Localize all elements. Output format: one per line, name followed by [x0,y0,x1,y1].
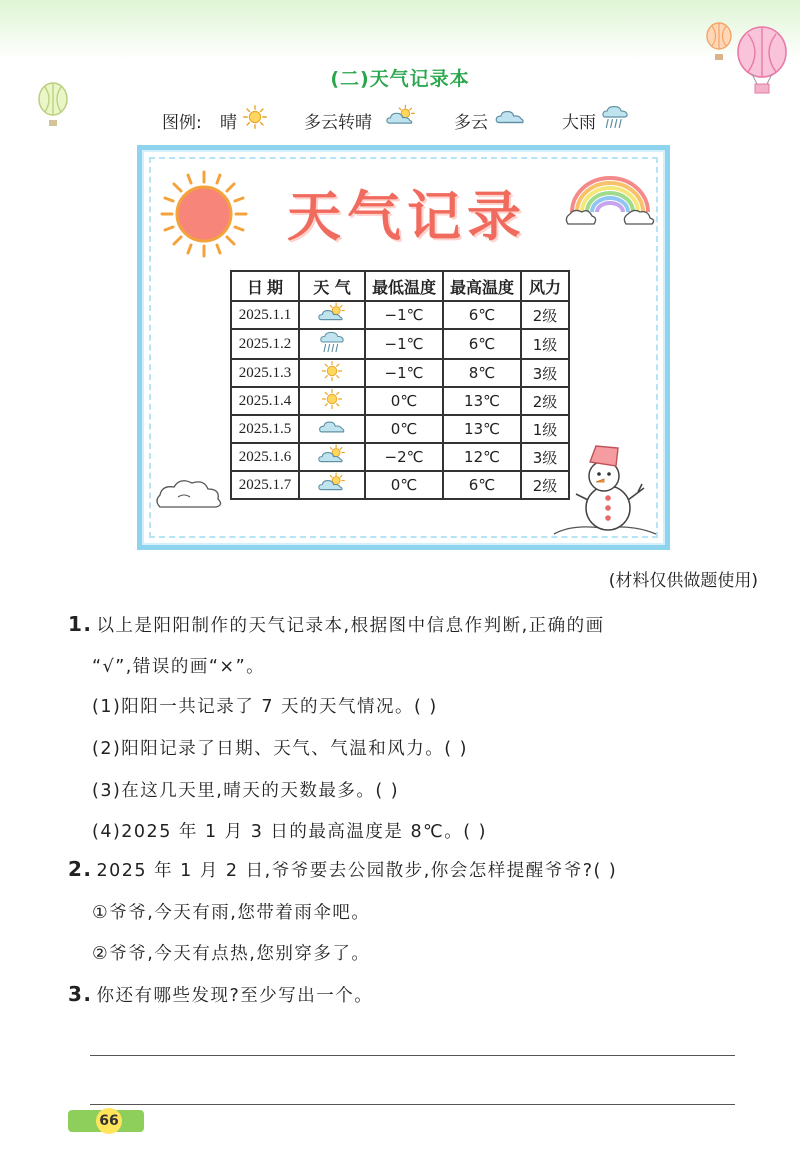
cell-date: 2025.1.3 [231,359,299,387]
cell-high-temp: 13℃ [443,415,521,443]
cell-low-temp: 0℃ [365,387,443,415]
cell-weather [299,471,365,499]
cell-weather [299,387,365,415]
legend-item-label: 多云 [454,113,488,133]
header-low-temp: 最低温度 [365,271,443,301]
question-2 [68,857,617,882]
table-header-row [231,271,569,301]
rainbow-icon [562,168,658,232]
cloudy-icon [494,106,526,128]
sun-illustration-icon [158,168,250,260]
cell-wind: 2级 [521,387,569,415]
cell-date: 2025.1.6 [231,443,299,471]
heavy-rain-icon [602,104,628,130]
cell-date: 2025.1.4 [231,387,299,415]
sunny-icon [242,104,268,130]
cell-high-temp: 12℃ [443,443,521,471]
cell-wind: 3级 [521,443,569,471]
header-high-temp: 最高温度 [443,271,521,301]
table-row [231,443,569,471]
question-3-number: 3. [68,982,93,1006]
page-number: 66 [96,1108,122,1134]
legend-item-label: 多云转晴 [304,113,372,133]
legend-item-label: 大雨 [562,113,596,133]
cell-wind: 1级 [521,329,569,359]
table-row [231,301,569,329]
header-wind: 风力 [521,271,569,301]
table-row [231,415,569,443]
cell-low-temp: 0℃ [365,471,443,499]
cell-low-temp: −2℃ [365,443,443,471]
cell-high-temp: 6℃ [443,301,521,329]
cell-date: 2025.1.2 [231,329,299,359]
snowman-icon [552,440,658,538]
weather-legend [162,106,682,132]
cell-low-temp: −1℃ [365,301,443,329]
question-2-option: ②爷爷,今天有点热,您别穿多了。 [92,944,371,964]
cloudy-icon [318,417,346,437]
question-1-line2: “√”,错误的画“×”。 [92,657,266,677]
cell-weather [299,359,365,387]
table-row [231,387,569,415]
cell-low-temp: −1℃ [365,359,443,387]
cell-weather [299,415,365,443]
answer-line [90,1055,735,1056]
cell-weather [299,301,365,329]
cloudy-to-sunny-icon [318,444,346,466]
balloon-orange-icon [704,22,734,62]
cell-high-temp: 6℃ [443,471,521,499]
cloudy-to-sunny-icon [318,472,346,494]
header-weather: 天 气 [299,271,365,301]
question-1-number: 1. [68,612,93,636]
weather-record-book [137,145,670,550]
legend-item-label: 晴 [220,113,237,133]
material-note: (材料仅供做题使用) [608,571,758,591]
question-1-item: (4)2025 年 1 月 3 日的最高温度是 8℃。( ) [92,822,487,842]
question-1-item: (3)在这几天里,晴天的天数最多。( ) [92,781,400,801]
cell-high-temp: 13℃ [443,387,521,415]
question-1-item: (2)阳阳记录了日期、天气、气温和风力。( ) [92,739,469,759]
cell-high-temp: 8℃ [443,359,521,387]
question-1 [68,612,605,637]
cell-low-temp: 0℃ [365,415,443,443]
cell-weather [299,329,365,359]
cell-wind: 1级 [521,415,569,443]
cell-wind: 2级 [521,301,569,329]
cell-date: 2025.1.5 [231,415,299,443]
question-1-item: (1)阳阳一共记录了 7 天的天气情况。( ) [92,697,438,717]
cell-low-temp: −1℃ [365,329,443,359]
record-book-title: 天气记录 [287,184,527,248]
sunny-icon [321,360,343,382]
table-row [231,471,569,499]
heavy-rain-icon [320,330,344,354]
question-1-text: 以上是阳阳制作的天气记录本,根据图中信息作判断,正确的画 [96,616,605,636]
question-2-number: 2. [68,857,93,881]
question-2-option: ①爷爷,今天有雨,您带着雨伞吧。 [92,903,371,923]
cloudy-to-sunny-icon [318,302,346,324]
cloud-doodle-icon [152,475,228,515]
header-date: 日 期 [231,271,299,301]
cloudy-to-sunny-icon [386,104,416,128]
answer-line [90,1104,735,1105]
section-title: (二)天气记录本 [330,68,470,90]
table-row [231,329,569,359]
cell-high-temp: 6℃ [443,329,521,359]
question-3-text: 你还有哪些发现?至少写出一个。 [96,986,374,1006]
sunny-icon [321,388,343,410]
question-2-text: 2025 年 1 月 2 日,爷爷要去公园散步,你会怎样提醒爷爷?( ) [96,861,618,881]
weather-table [230,270,570,500]
cell-wind: 2级 [521,471,569,499]
table-row [231,359,569,387]
cell-date: 2025.1.7 [231,471,299,499]
cell-weather [299,443,365,471]
question-3 [68,982,373,1007]
cell-date: 2025.1.1 [231,301,299,329]
legend-label: 图例: [162,113,202,133]
cell-wind: 3级 [521,359,569,387]
header-band [0,0,800,60]
